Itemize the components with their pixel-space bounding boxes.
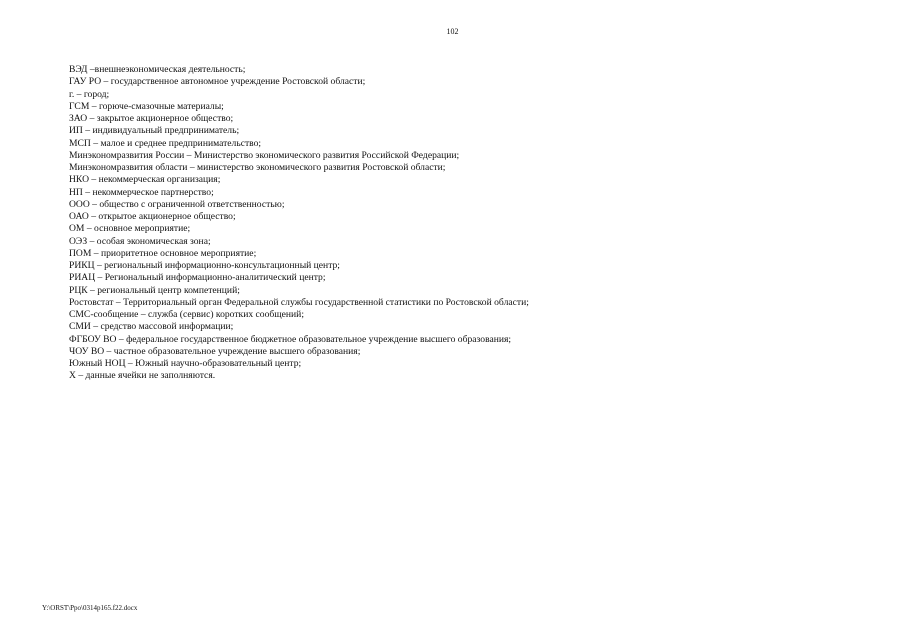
abbreviation-item: ОМ – основное мероприятие; [69, 223, 191, 235]
abbreviation-item: ВЭД –внешнеэкономическая деятельность; [69, 64, 246, 75]
abbreviation-item: Ростовстат – Территориальный орган Федеральной службы государственной статистики по Ростовской области; [69, 296, 529, 308]
abbreviation-item: СМИ – средство массовой информации; [69, 321, 234, 333]
abbreviation-item: Х – данные ячейки не заполняются. [69, 370, 216, 382]
abbreviation-item: СМС-сообщение – служба (сервис) коротких сообщений; [69, 309, 304, 320]
abbreviation-item: ПОМ – приоритетное основное мероприятие; [69, 247, 257, 259]
footer-file-path: Y:\ORST\Ppo\0314p165.f22.docx [42, 604, 138, 612]
abbreviation-item: ИП – индивидуальный предприниматель; [69, 125, 240, 137]
abbreviation-item: МСП – малое и среднее предпринимательство; [69, 137, 262, 149]
abbreviation-item: г. – город; [69, 88, 110, 100]
abbreviation-item: ЧОУ ВО – частное образовательное учреждение высшего образования; [69, 345, 361, 357]
abbreviation-item: РИАЦ – Региональный информационно-аналитический центр; [69, 272, 326, 284]
abbreviation-item: РЦК – региональный центр компетенций; [69, 284, 240, 296]
abbreviation-item: ОЭЗ – особая экономическая зона; [69, 235, 211, 247]
abbreviation-item: НКО – некоммерческая организация; [69, 174, 221, 186]
abbreviation-item: Южный НОЦ – Южный научно-образовательный центр; [69, 358, 302, 369]
abbreviation-item: Минэкономразвития России – Министерство экономического развития Российской Федерации; [69, 149, 460, 161]
abbreviation-item: ОАО – открытое акционерное общество; [69, 211, 236, 222]
abbreviation-item: Минэкономразвития области – министерство экономического развития Ростовской области; [69, 162, 446, 173]
abbreviation-list [69, 64, 849, 383]
abbreviation-item: ФГБОУ ВО – федеральное государственное бюджетное образовательное учреждение высшего образования; [69, 333, 512, 345]
abbreviation-item: РИКЦ – региональный информационно-консультационный центр; [69, 260, 340, 271]
page-number: 102 [446, 27, 459, 36]
abbreviation-item: ГСМ – горюче-смазочные материалы; [69, 100, 224, 112]
abbreviation-item: ООО – общество с ограниченной ответственностью; [69, 198, 285, 210]
abbreviation-item: НП – некоммерческое партнерство; [69, 186, 214, 198]
abbreviation-item: ЗАО – закрытое акционерное общество; [69, 113, 234, 124]
abbreviation-item: ГАУ РО – государственное автономное учреждение Ростовской области; [69, 76, 366, 88]
